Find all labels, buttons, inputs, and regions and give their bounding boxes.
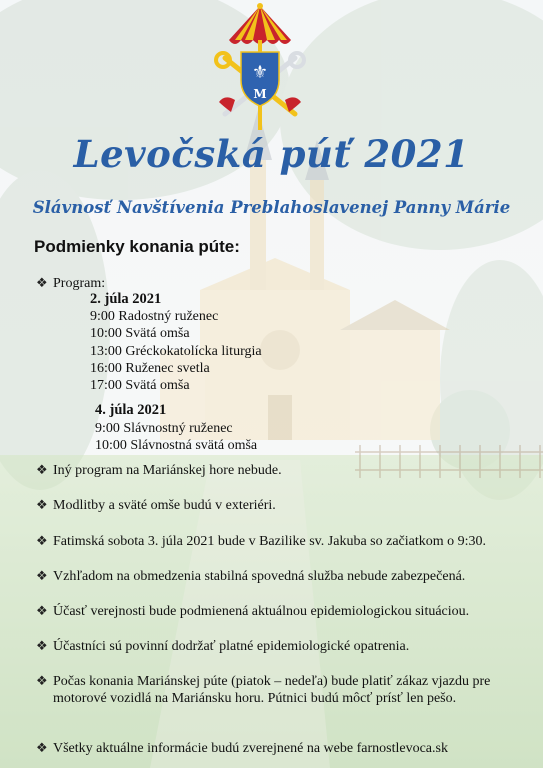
program-day-1-date: 2. júla 2021 (90, 291, 162, 307)
svg-text:M: M (253, 87, 267, 101)
bullet-icon: ❖ (36, 569, 48, 584)
list-item: Iný program na Mariánskej hore nebude. (53, 463, 282, 478)
coat-of-arms-icon (205, 2, 315, 134)
list-item: Účastníci sú povinní dodržať platné epidemiologické opatrenia. (53, 639, 410, 654)
bullet-icon: ❖ (36, 674, 48, 689)
program-event: 16:00 Ruženec svetla (90, 360, 210, 376)
bullet-icon: ❖ (36, 498, 48, 513)
bullet-icon: ❖ (36, 741, 48, 756)
list-item: Všetky aktuálne informácie budú zverejnené na webe farnostlevoca.sk (53, 741, 448, 756)
program-event: 9:00 Slávnostný ruženec (95, 421, 233, 436)
bullet-icon: ❖ (36, 639, 48, 654)
bullet-icon: ❖ (36, 534, 48, 549)
bullet-icon: ❖ (36, 463, 48, 478)
program-day-2-events (95, 420, 257, 455)
list-item: Modlitby a sväté omše budú v exteriéri. (53, 498, 276, 513)
program-event: 13:00 Gréckokatolícka liturgia (90, 343, 262, 359)
program-event: 9:00 Radostný ruženec (90, 309, 219, 324)
program-day-2-date: 4. júla 2021 (95, 402, 167, 418)
list-item: Vzhľadom na obmedzenia stabilná spovedná služba nebude zabezpečená. (53, 569, 466, 584)
bullet-icon: ❖ (36, 604, 48, 619)
program-day-1-events (90, 308, 262, 394)
list-item: Fatimská sobota 3. júla 2021 bude v Bazilike sv. Jakuba so začiatkom o 9:30. (53, 534, 487, 549)
program-event: 10:00 Svätá omša (90, 326, 190, 342)
svg-text:⚜: ⚜ (251, 62, 269, 83)
list-item: Účasť verejnosti bude podmienená aktuálnou epidemiologickou situáciou. (53, 604, 470, 619)
page-subtitle: Slávnosť Navštívenia Preblahoslavenej Panny Márie (32, 198, 511, 217)
program-event: 10:00 Slávnostná svätá omša (95, 438, 258, 454)
list-item: Počas konania Mariánskej púte (piatok – nedeľa) bude platiť zákaz vjazdu pre motorové vozidlá na Mariánsku horu. Pútnici budú môcť prísť len pešo. (53, 674, 491, 706)
bullet-icon: ❖ (36, 276, 48, 291)
program-event: 17:00 Svätá omša (90, 378, 190, 394)
page-title: Levočská púť 2021 (73, 132, 470, 176)
program-label: Program: (53, 276, 106, 291)
section-heading: Podmienky konania púte: (34, 237, 240, 256)
